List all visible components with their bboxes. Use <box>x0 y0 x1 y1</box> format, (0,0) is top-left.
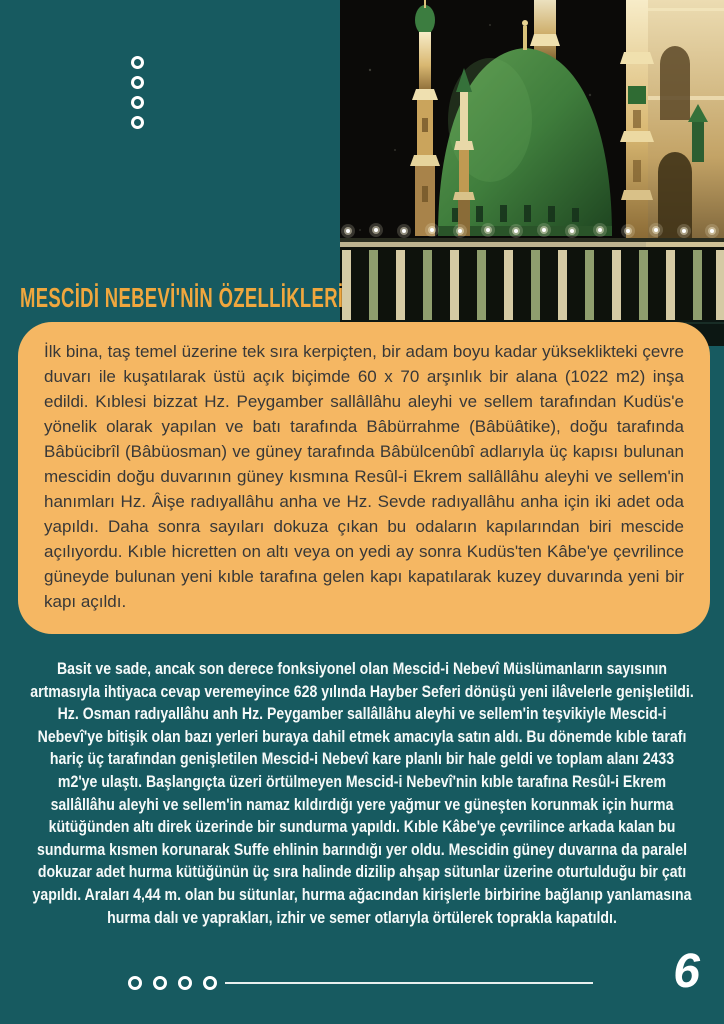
circle-dot-icon <box>203 976 217 990</box>
highlight-box <box>18 322 710 634</box>
footer-divider-line <box>225 982 593 984</box>
circle-dot-icon <box>131 76 144 89</box>
circle-dot-icon <box>131 56 144 69</box>
hero-image <box>340 0 724 346</box>
bottom-dot-ornament <box>128 976 217 990</box>
body-paragraph: Basit ve sade, ancak son derece fonksiyonel olan Mescid-i Nebevî Müslümanların sayısının artmasıyla ihtiyaca cevap veremeyince 628 yılında Hayber Seferi dönüşü yeni ilâvelerle genişletildi. Hz. Osman radıyallâhu anh Hz. Peygamber sallâllâhu aleyhi ve sellem'in teşvikiyle Mescid-i Nebevî'ye bitişik olan bazı yerleri buraya dahil etmek amacıyla satın aldı. Bu dönemde kıble tarafı hariç üç tarafından genişletilen Mescid-i Nebevî kare planlı bir hale geldi ve toplam alanı 2433 m2'ye ulaştı. Başlangıçta üzeri örtülmeyen Mescid-i Nebevî'nin kıble tarafına Resûl-i Ekrem sallâllâhu aleyhi ve sellem'in namaz kıldırdığı yere yağmur ve güneşten korunmak için hurma kütüğünden altı direk üzerinde bir sundurma yapıldı. Kıble Kâbe'ye çevrilince arkada kalan bu sundurma kısmen korunarak Suffe ehlinin barındığı yer oldu. Mescidin güney duvarına da paralel dokuzar adet hurma kütüğünün üç sıra halinde dizilip ahşap sütunlar üzerine oturtulduğu bir çatı yapıldı. Araları 4,44 m. olan bu sütunlar, hurma ağacından kirişlerle birbirine bağlanıp yanlamasına hurma dalı ve yaprakları, izhir ve semer otlarıyla örtülerek toprakla kapatıldı. <box>30 659 694 927</box>
circle-dot-icon <box>131 96 144 109</box>
top-dot-ornament <box>131 56 144 129</box>
circle-dot-icon <box>128 976 142 990</box>
circle-dot-icon <box>131 116 144 129</box>
highlight-box-text: İlk bina, taş temel üzerine tek sıra kerpiçten, bir adam boyu kadar yükseklikteki çevre duvarı ile kuşatılarak üstü açık biçimde 60 x 70 arşınlık bir alana (1022 m2) inşa edildi. Kıblesi bizzat Hz. Peygamber sallâllâhu aleyhi ve sellem tarafından Kudüs'e yönelik olarak yapılan ve batı tarafında Bâbürrahme (Bâbüâtike), doğu tarafında Bâbücibrîl (Bâbüosman) ve güney tarafında Bâbülcenûbî adlarıyla üç kapısı bulunan mescidin doğu duvarının güney kısmına Resûl-i Ekrem sallâllâhu aleyhi ve sellem'in hanımları Hz. Âişe radıyallâhu anha ve Hz. Sevde radıyallâhu anha için iki adet oda yapıldı. Daha sonra sayıları dokuza çıkan bu odaların kapılarından biri mescide açılıyordu. Kıble hicretten on altı veya on yedi ay sonra Kudüs'ten Kâbe'ye çevrilince güneyde bulunan yeni kıble tarafına gelen kapı kapatılarak kuzey duvarında yeni bir kapı açıldı. <box>44 342 684 611</box>
circle-dot-icon <box>178 976 192 990</box>
page-number: 6 <box>673 945 700 998</box>
circle-dot-icon <box>153 976 167 990</box>
page-title: MESCİDİ NEBEVİ'NİN ÖZELLİKLERİ <box>20 281 344 313</box>
